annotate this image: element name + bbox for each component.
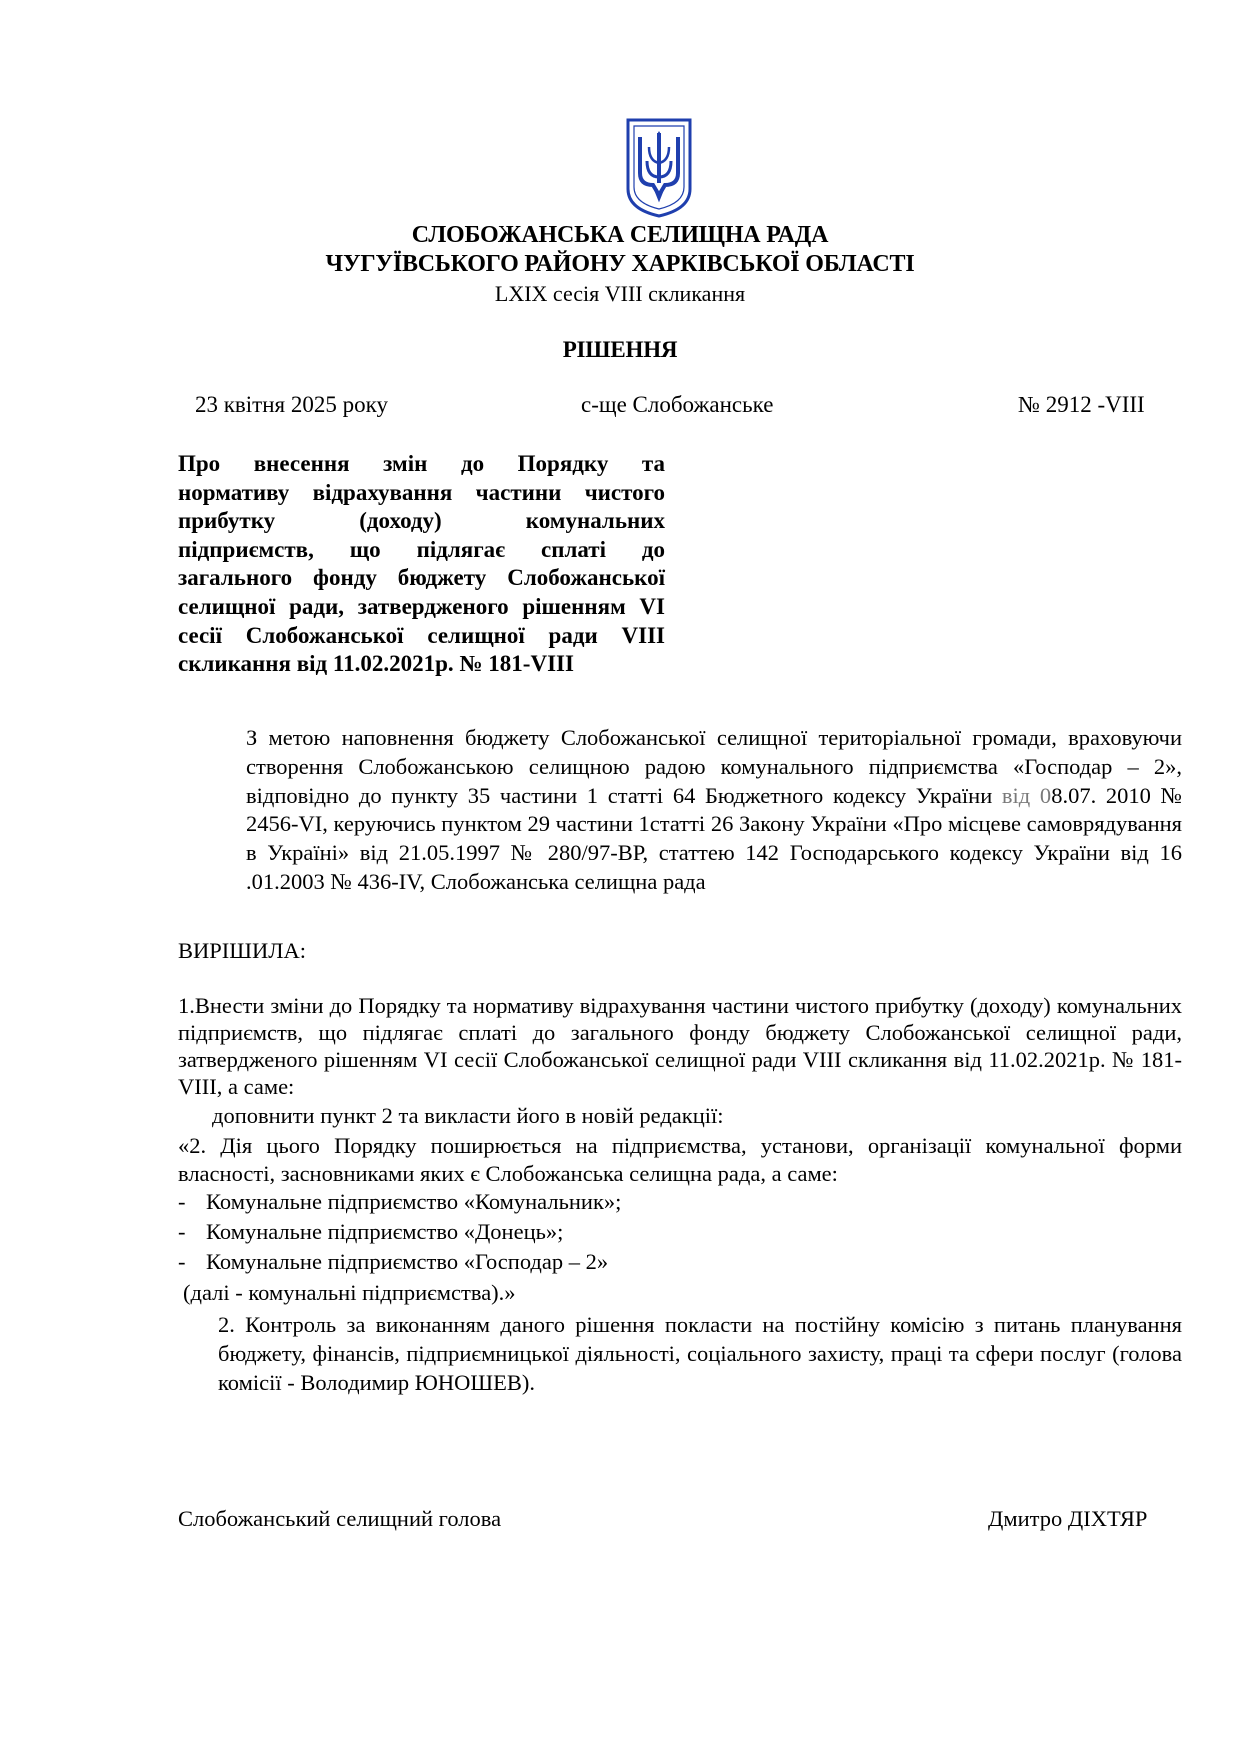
new-wording-paragraph: «2. Дія цього Порядку поширюється на підприємства, установи, організації комунальної форми власності, засновниками яких є Слобожанська селищна рада, а саме: <box>178 1133 1182 1187</box>
coat-of-arms-icon <box>625 117 693 219</box>
preamble-text: З метою наповнення бюджету Слобожанської селищної територіальної громади, враховуючи створення Слобожанською селищною радою комунального підприємства «Господар – 2», відповідно до пункту 35 частини 1 статті 64 Бюджетного кодексу України <box>246 725 1182 808</box>
decision-date: 23 квітня 2025 року <box>195 392 388 417</box>
subject-line: Про внесення змін до Порядку та <box>178 451 665 476</box>
preamble-paragraph <box>178 724 1182 897</box>
closing-note: (далі - комунальні підприємства).» <box>183 1280 516 1305</box>
document-type: РІШЕННЯ <box>562 337 678 362</box>
session-label: LXIX сесія VIII скликання <box>494 281 746 306</box>
bullet-marker: - <box>178 1249 186 1274</box>
signatory-position: Слобожанський селищний голова <box>178 1506 502 1531</box>
decision-number: № 2912 -VIII <box>1018 392 1145 417</box>
signatory-name: Дмитро ДІХТЯР <box>988 1506 1148 1531</box>
bullet-marker: - <box>178 1189 186 1214</box>
item-2-paragraph <box>178 1310 1182 1397</box>
bullet-marker: - <box>178 1219 186 1244</box>
subject-line: підприємств, що підлягає сплаті до <box>178 536 665 562</box>
subject-line: сесії Слобожанської селищної ради VIII <box>178 622 665 648</box>
bullet-item: Комунальне підприємство «Господар – 2» <box>206 1249 609 1274</box>
subject-line: прибутку (доходу) комунальних <box>178 508 665 534</box>
bullet-item: Комунальне підприємство «Комунальник»; <box>206 1189 622 1214</box>
decision-subject <box>178 450 665 679</box>
item-1-sub: доповнити пункт 2 та викласти його в новій редакції: <box>212 1103 724 1128</box>
bullet-item: Комунальне підприємство «Донець»; <box>206 1219 564 1244</box>
decision-place: с-ще Слобожанське <box>581 392 774 417</box>
subject-line: селищної ради, затвердженого рішенням VI <box>178 593 665 619</box>
item-1-paragraph: 1.Внести зміни до Порядку та нормативу відрахування частини чистого прибутку (доходу) комунальних підприємств, що підлягає сплаті до загального фонду бюджету Слобожанської селищної ради, затвердженого рішенням VI сесії Слобожанської селищної ради VIII скликання від 11.02.2021р. № 181-VIII, а саме: <box>178 993 1182 1099</box>
subject-line: скликання від 11.02.2021р. № 181-VIII <box>178 651 574 677</box>
subject-line: загального фонду бюджету Слобожанської <box>178 565 665 591</box>
item-2-text: 2. Контроль за виконанням даного рішення покласти на постійну комісію з питань планування бюджету, фінансів, підприємницької діяльності, соціального захисту, праці та сфери послуг (голова комісії - Володимир ЮНОШЕВ). <box>218 1312 1182 1395</box>
preamble-text-cont: 8.07. 2010 № 2456-VI, керуючись пунктом 29 частини 1статті 26 Закону України «Про місцеве самоврядування в Україні» від 21.05.1997 № 280/97-ВР, статтею 142 Господарського кодексу України від 16 .01.2003 № 436-IV, Слобожанська селищна рада <box>246 782 1183 894</box>
decided-heading: ВИРІШИЛА: <box>178 938 306 963</box>
district-name: ЧУГУЇВСЬКОГО РАЙОНУ ХАРКІВСЬКОЇ ОБЛАСТІ <box>325 251 915 277</box>
council-name: СЛОБОЖАНСЬКА СЕЛИЩНА РАДА <box>411 222 829 248</box>
preamble-gray-text: від 0 <box>992 782 1052 808</box>
subject-line: нормативу відрахування частини чистого <box>178 479 665 505</box>
